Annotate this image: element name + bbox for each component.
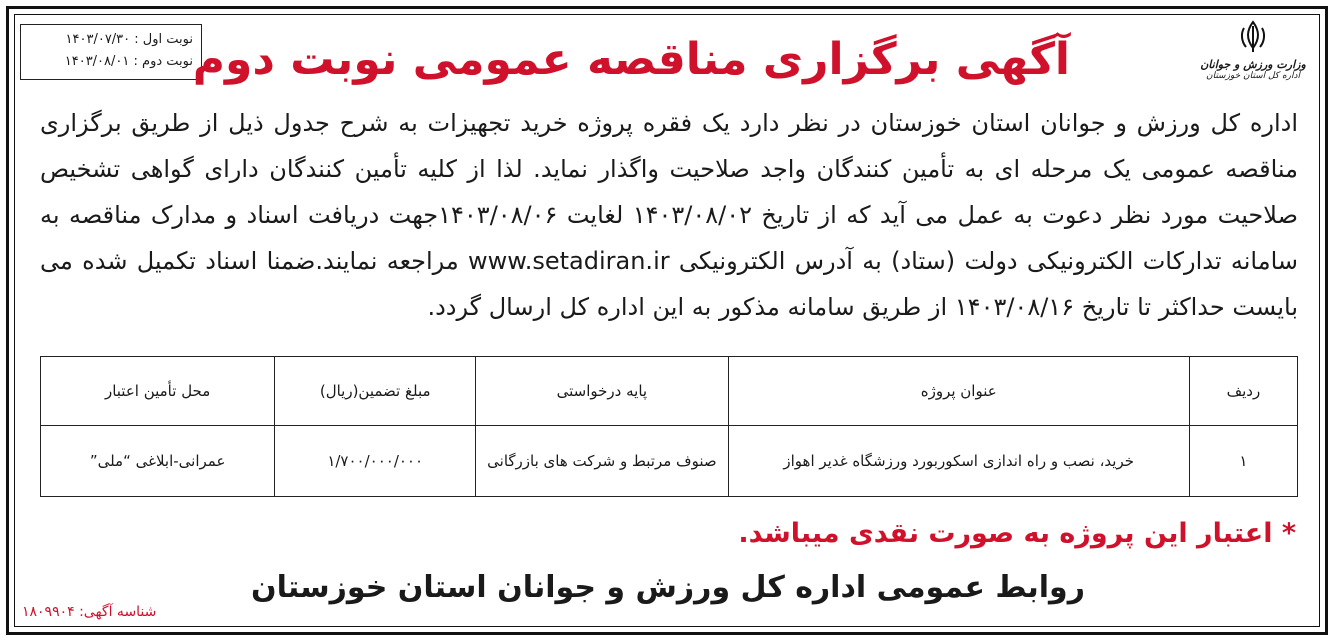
- cell-guarantee-amount: ۱/۷۰۰/۰۰۰/۰۰۰: [275, 426, 476, 497]
- table-row: [41, 426, 1298, 497]
- header-project-title: عنوان پروژه: [728, 357, 1189, 426]
- cell-row-number: ۱: [1189, 426, 1297, 497]
- header-funding-source: محل تأمین اعتبار: [41, 357, 275, 426]
- signature: روابط عمومی اداره کل ورزش و جوانان استان خوزستان: [251, 570, 1085, 605]
- notice-body: [40, 100, 1298, 330]
- credit-note: * اعتبار این پروژه به صورت نقدی میباشد.: [738, 518, 1296, 549]
- ad-id: شناسه آگهی: ۱۸۰۹۹۰۴: [22, 604, 157, 620]
- ministry-logo: [1198, 20, 1308, 92]
- logo-ministry-text: وزارت ورزش و جوانان: [1200, 58, 1306, 71]
- first-round-date: نوبت اول : ۱۴۰۳/۰۷/۳۰: [65, 32, 193, 47]
- table-header-row: [41, 357, 1298, 426]
- schedule-box: [20, 24, 202, 80]
- header-row-number: ردیف: [1189, 357, 1297, 426]
- notice-title: آگهی برگزاری مناقصه عمومی نوبت دوم: [192, 34, 1070, 85]
- cell-funding-source: عمرانی-ابلاغی “ملی”: [41, 426, 275, 497]
- header-requested-grade: پایه درخواستی: [476, 357, 728, 426]
- iran-emblem-icon: [1238, 20, 1268, 54]
- cell-project-title: خرید، نصب و راه اندازی اسکوربورد ورزشگاه غدیر اهواز: [728, 426, 1189, 497]
- tender-table: [40, 356, 1298, 497]
- notice-paragraph: اداره کل ورزش و جوانان استان خوزستان در نظر دارد یک فقره پروژه خرید تجهیزات به شرح جدول ذیل از طریق برگزاری مناقصه عمومی یک مرحله ای به تأمین کنندگان واجد صلاحیت واگذار نماید. لذا از کلیه تأمین کنندگان دارای گواهی تشخیص صلاحیت مورد نظر دعوت به عمل می آید که از تاریخ ۱۴۰۳/۰۸/۰۲ لغایت ۱۴۰۳/۰۸/۰۶جهت دریافت اسناد و مدارک مناقصه به سامانه تدارکات الکترونیکی دولت (ستاد) به آدرس الکترونیکی www.setadiran.ir مراجعه نمایند.ضمنا اسناد تکمیل شده می بایست حداکثر تا تاریخ ۱۴۰۳/۰۸/۱۶ از طریق سامانه مذکور به این اداره کل ارسال گردد.: [40, 109, 1298, 321]
- second-round-date: نوبت دوم : ۱۴۰۳/۰۸/۰۱: [64, 54, 193, 69]
- cell-requested-grade: صنوف مرتبط و شرکت های بازرگانی: [476, 426, 728, 497]
- logo-office-text: اداره کل استان خوزستان: [1205, 71, 1301, 81]
- header-guarantee-amount: مبلغ تضمین(ریال): [275, 357, 476, 426]
